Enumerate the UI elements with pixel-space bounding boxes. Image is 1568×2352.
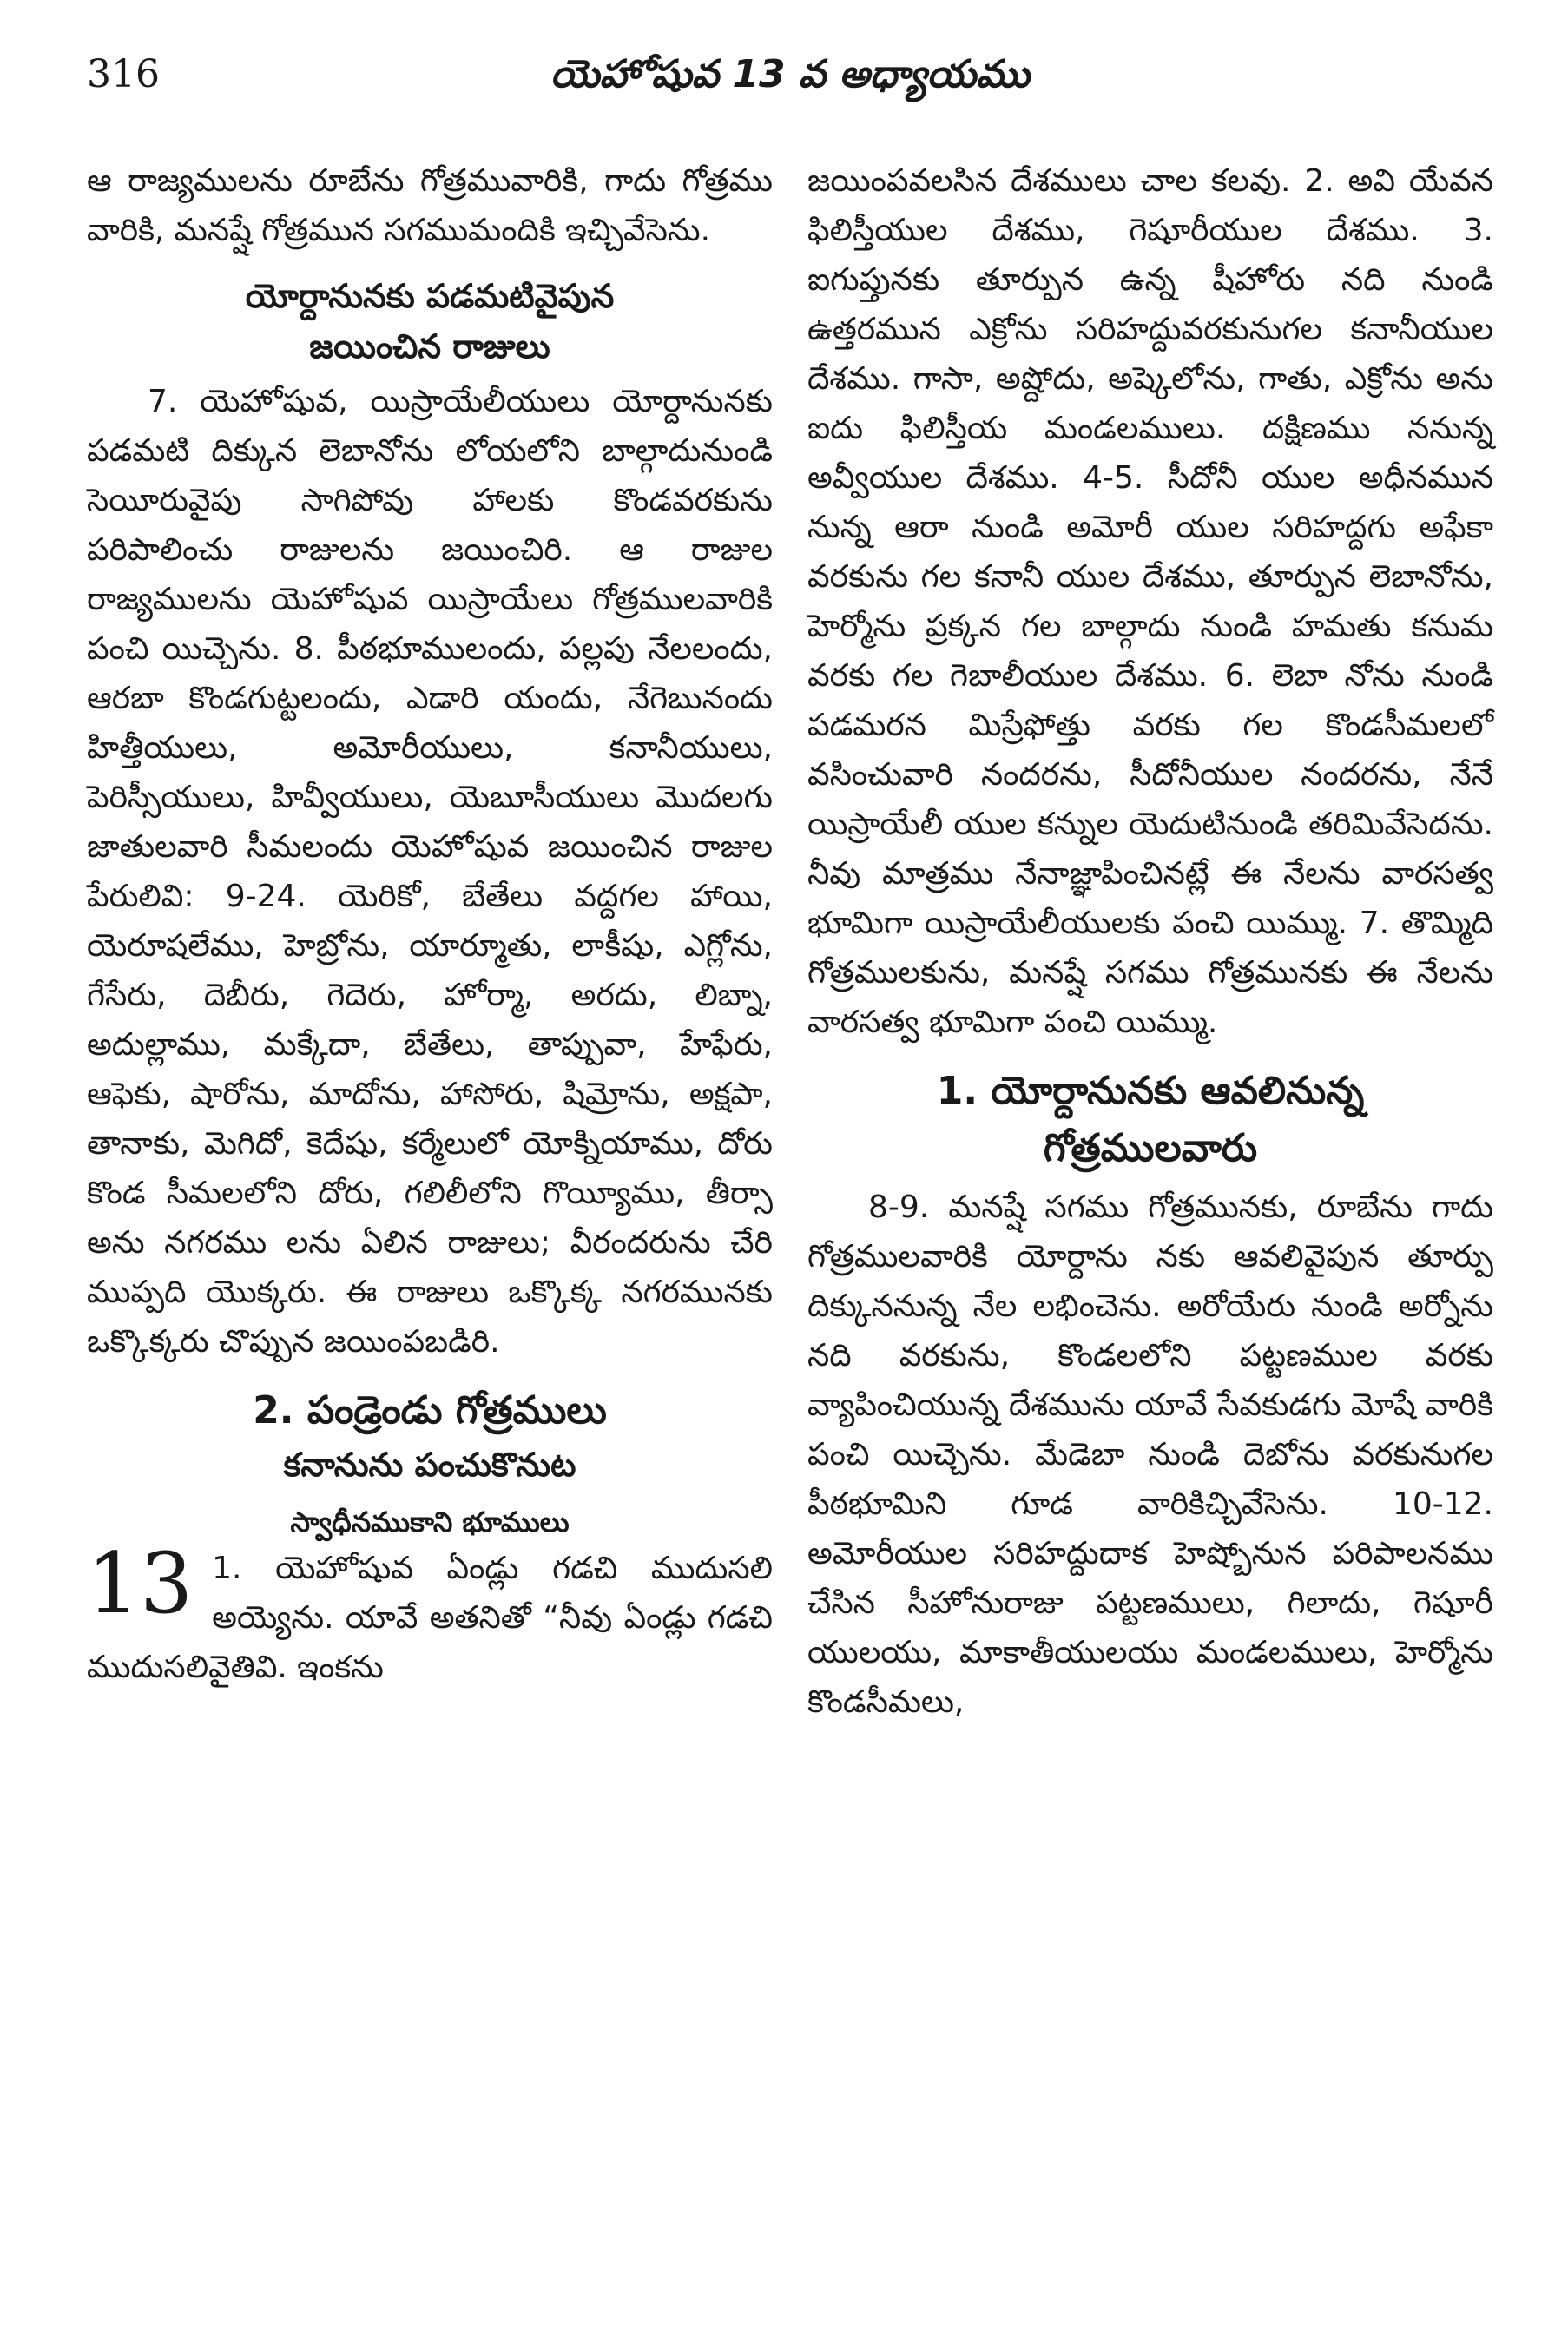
right-column	[807, 156, 1493, 1727]
heading-line: 2. పండ్రెండు గోత్రములు	[253, 1388, 607, 1433]
paragraph: 1. యెహోషువ ఏండ్లు గడచి ముదుసలి అయ్యెను. యావే అతనితో “నీవు ఏండ్లు గడచి ముదుసలివైతివి. ఇంకను	[87, 1551, 773, 1685]
paragraph: జయింపవలసిన దేశములు చాల కలవు. 2. అవి యేవన ఫిలిస్తీయుల దేశము, గెషూరీయుల దేశము. 3. ఐగుప్తునకు తూర్పున ఉన్న షీహోరు నది నుండి ఉత్తరమున ఎక్రోను సరిహద్దువరకునుగల కనానీయుల దేశము. గాసా, అష్దోదు, అష్కెలోను, గాతు, ఎక్రోను అను ఐదు ఫిలిస్తీయ మండలములు. దక్షిణము ననున్న అవ్వీయుల దేశము. 4-5. సీదోనీ యుల అధీనమున నున్న ఆరా నుండి అమోరీ యుల సరిహద్దగు అఫేకా వరకును గల కనానీ యుల దేశము, తూర్పున లెబానోను, హెర్మోను ప్రక్కన గల బాల్గాదు నుండి హమతు కనుమ వరకు గల గెబాలీయుల దేశము. 6. లెబా నోను నుండి పడమరన మిస్రేఫోత్తు వరకు గల కొండసీమలలో వసించువారి నందరను, సీదోనీయుల నందరను, నేనే యిస్రాయేలీ యుల కన్నుల యెదుటినుండి తరిమివేసెదను. నీవు మాత్రము నేనాజ్ఞాపించినట్లే ఈ నేలను వారసత్వ భూమిగా యిస్రాయేలీయులకు పంచి యిమ్ము. 7. తొమ్మిది గోత్రములకును, మనష్షే సగము గోత్రమునకు ఈ నేలను వారసత్వ భూమిగా పంచి యిమ్ము.	[807, 163, 1493, 1040]
heading-line: 1. యోర్దానునకు ఆవలినున్న	[936, 1069, 1365, 1113]
chapter-number: 13	[87, 1535, 194, 1632]
heading-line: యోర్దానునకు పడమటివైపున	[245, 277, 615, 315]
chapter-start	[87, 1535, 773, 1692]
page-number: 316	[87, 52, 160, 96]
left-column	[87, 156, 773, 1692]
page-header	[87, 52, 1493, 113]
running-title: యెహోషువ 13 వ అధ్యాయము	[550, 52, 1031, 96]
section-heading	[87, 271, 773, 372]
paragraph: 7. యెహోషువ, యిస్రాయేలీయులు యోర్దానునకు పడమటి దిక్కున లెబానోను లోయలోని బాల్గాదునుండి సెయీరువైపు సాగిపోవు హాలకు కొండవరకును పరిపాలించు రాజులను జయించిరి. ఆ రాజుల రాజ్యములను యెహోషువ యిస్రాయేలు గోత్రములవారికి పంచి యిచ్చెను. 8. పీఠభూములందు, పల్లపు నేలలందు, ఆరబా కొండగుట్టలందు, ఎడారి యందు, నేగెబునందు హిత్తీయులు, అమోరీయులు, కనానీయులు, పెరిస్సీయులు, హివ్వీయులు, యెబూసీయులు మొదలగు జాతులవారి సీమలందు యెహోషువ జయించిన రాజుల పేరులివి: 9-24. యెరికో, బేతేలు వద్దగల హాయి, యెరూషలేము, హెబ్రోను, యార్మూతు, లాకీషు, ఎగ్లోను, గేసేరు, దెబీరు, గెదెరు, హోర్మా, అరదు, లిబ్నా, అదుల్లాము, మక్కేదా, బేతేలు, తాప్పువా, హేఫేరు, ఆఫెకు, షారోను, మాదోను, హాసోరు, షిమ్రోను, అక్షపా, తానాకు, మెగిదో, కెదేషు, కర్మేలులో యోక్నియాము, దోరు కొండ సీమలలోని దోరు, గలిలీలోని గొయ్యీము, తీర్సా అను నగరము లను ఏలిన రాజులు; వీరందరును చేరి ముప్పది యొక్కరు. ఈ రాజులు ఒక్కొక్క నగరమునకు ఒక్కొక్కరు చొప్పున జయింపబడిరి.	[87, 384, 773, 1360]
chapter-heading	[87, 1382, 773, 1490]
section-heading	[807, 1063, 1493, 1177]
paragraph: 8-9. మనష్షే సగము గోత్రమునకు, రూబేను గాదు గోత్రములవారికి యోర్దాను నకు ఆవలివైపున తూర్పు దిక్కుననున్న నేల లభించెను. అరోయేరు నుండి అర్నోను నది వరకును, కొండలలోని పట్టణముల వరకు వ్యాపించియున్న దేశమును యావే సేవకుడగు మోషే వారికి పంచి యిచ్చెను. మేడెబా నుండి దెబోను వరకునుగల పీఠభూమిని గూడ వారికిచ్చివేసెను. 10-12. అమోరీయుల సరిహద్దుదాక హెష్బోనున పరిపాలనము చేసిన సీహోనురాజు పట్టణములు, గిలాదు, గెషూరీ యులయు, మాకాతీయులయు మండలములు, హెర్మోను కొండసీమలు,	[807, 1189, 1493, 1720]
heading-line: జయించిన రాజులు	[309, 327, 550, 366]
subheading: స్వాధీనముకాని భూములు	[290, 1505, 570, 1538]
heading-line: గోత్రములవారు	[1043, 1126, 1258, 1170]
paragraph: ఆ రాజ్యములను రూబేను గోత్రమువారికి, గాదు గోత్రము వారికి, మనష్షే గోత్రమున సగముమందికి ఇచ్చివేసెను.	[87, 163, 773, 248]
heading-line: కనానును పంచుకొనుట	[283, 1446, 576, 1484]
